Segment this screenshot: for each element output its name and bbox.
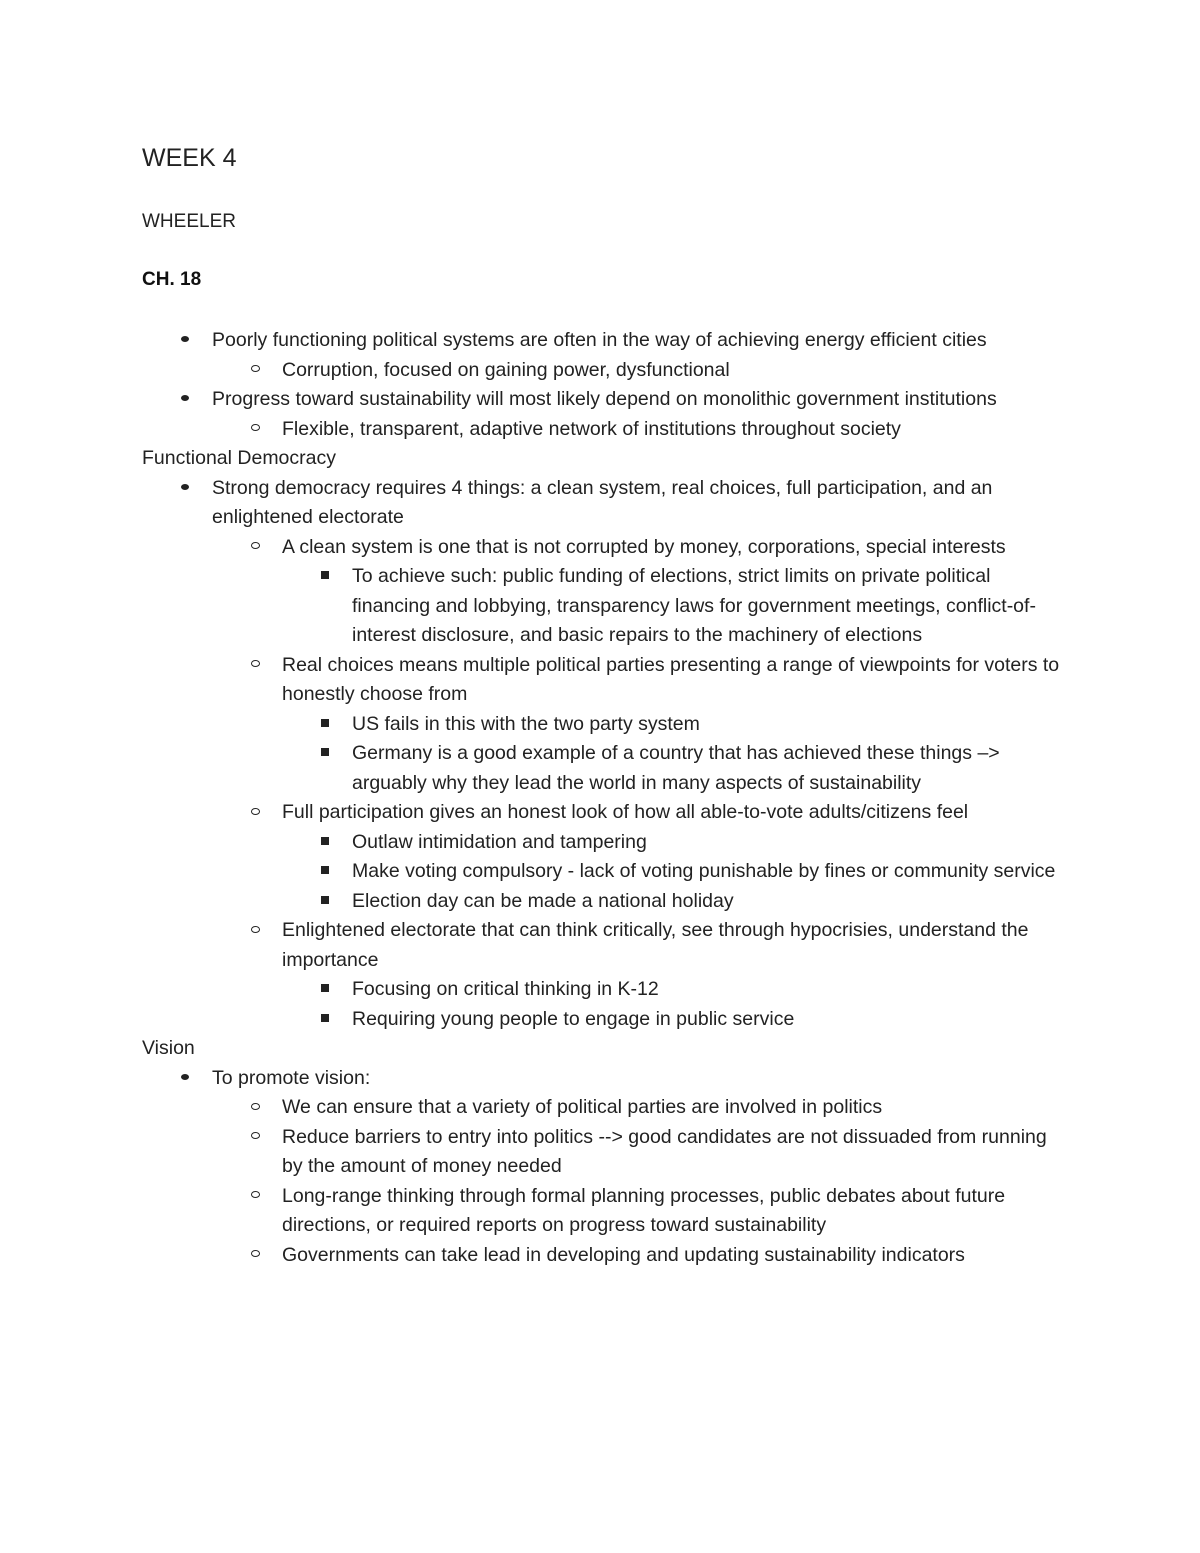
disc-bullet-icon xyxy=(175,474,195,504)
list-item xyxy=(142,710,1072,740)
list-item xyxy=(142,798,1072,828)
chapter-heading: CH. 18 xyxy=(142,269,202,290)
section-heading-vision: Vision xyxy=(142,1037,195,1059)
square-bullet-icon xyxy=(315,975,335,1005)
list-item-text: Focusing on critical thinking in K-12 xyxy=(352,978,659,1000)
list-item-text: Enlightened electorate that can think critically, see through hypocrisies, understand the importance xyxy=(282,919,1029,971)
list-item xyxy=(142,415,1072,445)
circle-bullet-icon xyxy=(245,1123,265,1153)
list-item xyxy=(142,916,1072,975)
list-item-text: Poorly functioning political systems are often in the way of achieving energy efficient cities xyxy=(212,329,987,351)
disc-bullet-icon xyxy=(175,326,195,356)
list-item xyxy=(142,739,1072,798)
sub-list xyxy=(142,916,1072,975)
disc-bullet-icon xyxy=(175,1064,195,1094)
list-item-text: Real choices means multiple political parties presenting a range of viewpoints for voters to honestly choose from xyxy=(282,653,1060,705)
list-item xyxy=(142,385,1072,415)
section-heading-functional-democracy: Functional Democracy xyxy=(142,447,336,469)
list-item xyxy=(142,651,1072,710)
square-bullet-icon xyxy=(315,887,335,917)
list-item-text: Election day can be made a national holiday xyxy=(352,889,734,912)
list-item xyxy=(142,356,1072,386)
disc-bullet-icon xyxy=(175,385,195,415)
sub-sub-list xyxy=(142,828,1072,917)
sub-list xyxy=(142,533,1072,563)
sub-list xyxy=(142,798,1072,828)
list-item xyxy=(142,562,1072,651)
square-bullet-icon xyxy=(315,562,335,592)
list-item-text: Germany is a good example of a country that has achieved these things –> arguably why they lead the world in many aspects of sustainability xyxy=(352,742,1000,794)
list-item xyxy=(142,887,1072,917)
square-bullet-icon xyxy=(315,857,335,887)
square-bullet-icon xyxy=(315,828,335,858)
list-item-text: Progress toward sustainability will most likely depend on monolithic government institutions xyxy=(212,388,997,410)
list-item-text: Strong democracy requires 4 things: a clean system, real choices, full participation, and an enlightened electorate xyxy=(212,476,993,528)
square-bullet-icon xyxy=(315,1005,335,1035)
list-item-text: Outlaw intimidation and tampering xyxy=(352,830,647,853)
sub-list xyxy=(142,651,1072,710)
list-item-text: Governments can take lead in developing and updating sustainability indicators xyxy=(282,1243,965,1266)
circle-bullet-icon xyxy=(245,533,265,563)
circle-bullet-icon xyxy=(245,415,265,445)
author-heading: WHEELER xyxy=(142,211,236,232)
list-item-text: Flexible, transparent, adaptive network of institutions throughout society xyxy=(282,417,901,440)
circle-bullet-icon xyxy=(245,356,265,386)
list-item xyxy=(142,474,1072,533)
list-item xyxy=(142,1093,1072,1123)
document-body xyxy=(142,140,1072,1270)
circle-bullet-icon xyxy=(245,1182,265,1212)
list-item xyxy=(142,533,1072,563)
intro-list xyxy=(142,326,1072,356)
vision-list xyxy=(142,1064,1072,1094)
list-item xyxy=(142,1123,1072,1182)
list-item xyxy=(142,975,1072,1005)
list-item-text: To promote vision: xyxy=(212,1066,371,1089)
list-item xyxy=(142,828,1072,858)
square-bullet-icon xyxy=(315,710,335,740)
circle-bullet-icon xyxy=(245,1241,265,1271)
list-item xyxy=(142,857,1072,887)
list-item-text: We can ensure that a variety of political parties are involved in politics xyxy=(282,1096,883,1118)
intro-list xyxy=(142,385,1072,415)
sub-sub-list xyxy=(142,710,1072,799)
list-item xyxy=(142,1005,1072,1035)
list-item-text: Make voting compulsory - lack of voting punishable by fines or community service xyxy=(352,860,1056,882)
square-bullet-icon xyxy=(315,739,335,769)
notes-content xyxy=(142,326,1072,1270)
sub-list xyxy=(142,356,1072,386)
sub-list xyxy=(142,415,1072,445)
list-item-text: To achieve such: public funding of elections, strict limits on private political financing and lobbying, transparency laws for government meetings, conflict-of-interest disclosure, and basic repairs to the machinery of elections xyxy=(352,565,1036,646)
list-item-text: Corruption, focused on gaining power, dysfunctional xyxy=(282,358,730,381)
sub-sub-list xyxy=(142,975,1072,1034)
circle-bullet-icon xyxy=(245,798,265,828)
circle-bullet-icon xyxy=(245,1093,265,1123)
list-item-text: Long-range thinking through formal planning processes, public debates about future directions, or required reports on progress toward sustainability xyxy=(282,1184,1006,1236)
list-item-text: Reduce barriers to entry into politics --> good candidates are not dissuaded from running by the amount of money needed xyxy=(282,1125,1047,1177)
sub-list xyxy=(142,1093,1072,1270)
list-item xyxy=(142,1182,1072,1241)
list-item xyxy=(142,1064,1072,1094)
list-item xyxy=(142,326,1072,356)
list-item-text: A clean system is one that is not corrupted by money, corporations, special interests xyxy=(282,535,1006,558)
sub-sub-list xyxy=(142,562,1072,651)
circle-bullet-icon xyxy=(245,651,265,681)
list-item-text: Full participation gives an honest look of how all able-to-vote adults/citizens feel xyxy=(282,801,969,823)
list-item-text: US fails in this with the two party system xyxy=(352,712,700,735)
democracy-list xyxy=(142,474,1072,533)
page-title: WEEK 4 xyxy=(142,144,237,172)
list-item-text: Requiring young people to engage in public service xyxy=(352,1007,795,1030)
list-item xyxy=(142,1241,1072,1271)
circle-bullet-icon xyxy=(245,916,265,946)
